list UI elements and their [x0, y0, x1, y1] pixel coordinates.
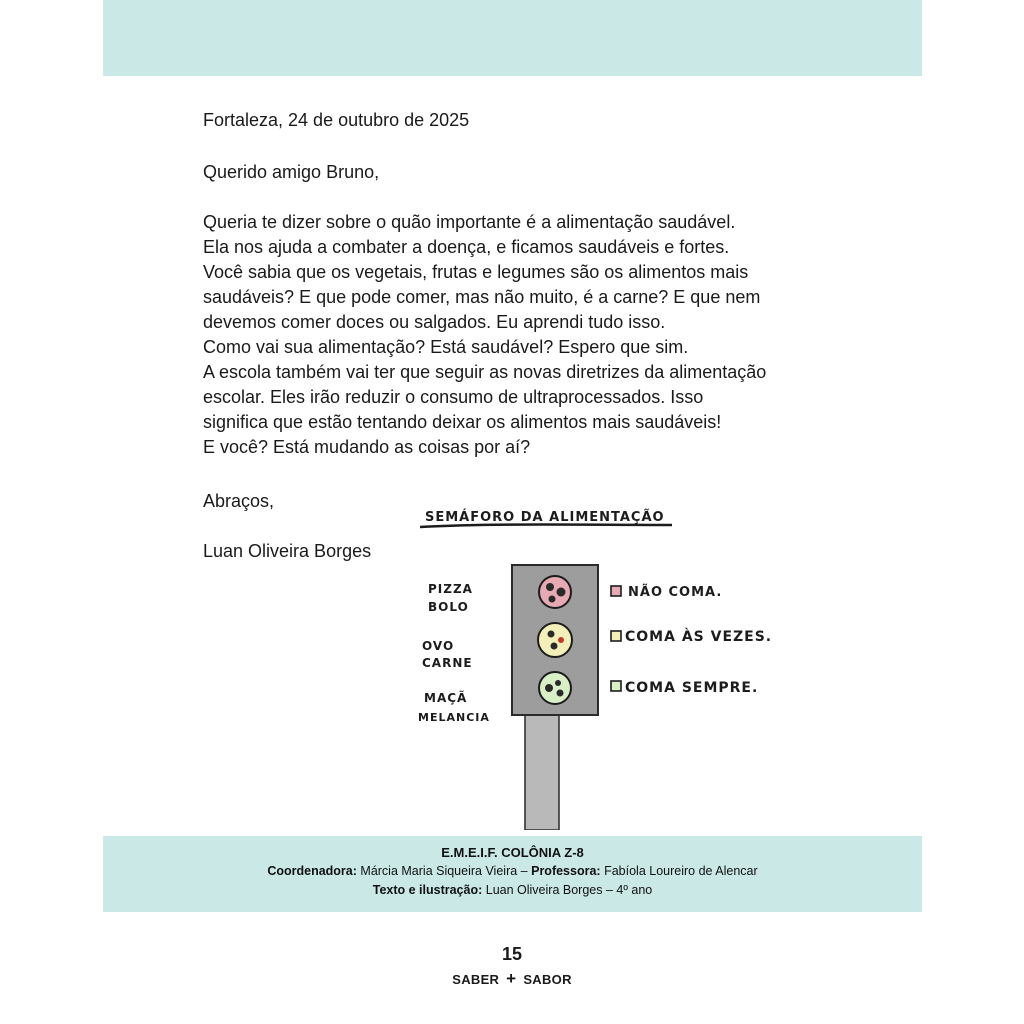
author-line [103, 881, 922, 900]
letter-body-line: escolar. Eles irão reduzir o consumo de ultraprocessados. Isso [203, 387, 704, 407]
legend-swatch-green [611, 681, 621, 691]
brand-left: SABER [452, 972, 500, 987]
separator: – [605, 883, 613, 897]
food-label-red-2: BOLO [428, 600, 469, 614]
coordinator-name: Márcia Maria Siqueira Vieira [360, 864, 518, 878]
letter-body-line: E você? Está mudando as coisas por aí? [203, 437, 531, 457]
top-color-band [103, 0, 922, 76]
page-number: 15 [501, 944, 523, 964]
legend-swatch-red [611, 586, 621, 596]
drawing-title: SEMÁFORO DA ALIMENTAÇÃO [425, 510, 665, 525]
legend-swatch-yellow [611, 631, 621, 641]
letter-body [203, 210, 843, 460]
title-underline [420, 525, 672, 528]
letter-signature: Luan Oliveira Borges [203, 541, 372, 561]
brand-footer [0, 969, 1024, 989]
letter-body-line: Queria te dizer sobre o quão importante é a alimentação saudável. [203, 212, 736, 232]
letter-body-line: significa que estão tentando deixar os alimentos mais saudáveis! [203, 412, 722, 432]
separator: – [520, 864, 528, 878]
teacher-label: Professora: [531, 864, 601, 878]
food-label-yellow-2: CARNE [422, 656, 473, 670]
school-name: E.M.E.I.F. COLÔNIA Z-8 [441, 845, 584, 860]
letter-body-line: Como vai sua alimentação? Está saudável? Espero que sim. [203, 337, 689, 357]
brand-right: SABOR [523, 972, 572, 987]
legend-label-red: NÃO COMA. [628, 585, 723, 600]
coordinator-label: Coordenadora: [267, 864, 357, 878]
author-grade: 4º ano [616, 883, 653, 897]
legend-label-green: COMA SEMPRE. [625, 680, 759, 696]
traffic-light-pole [525, 713, 559, 830]
letter-greeting: Querido amigo Bruno, [203, 162, 380, 182]
traffic-light-drawing [410, 495, 800, 830]
food-label-red-1: PIZZA [428, 582, 473, 596]
letter-body-line: Ela nos ajuda a combater a doença, e ficamos saudáveis e fortes. [203, 237, 730, 257]
brand-plus: + [506, 969, 517, 988]
staff-line [103, 862, 922, 881]
teacher-name: Fabíola Loureiro de Alencar [604, 864, 758, 878]
food-label-green-2: MELANCIA [418, 711, 490, 724]
green-light [539, 672, 571, 704]
letter-place-date: Fortaleza, 24 de outubro de 2025 [203, 110, 470, 130]
letter-body-line: A escola também vai ter que seguir as novas diretrizes da alimentação [203, 362, 767, 382]
yellow-light [538, 623, 572, 657]
food-label-green-1: MAÇÃ [424, 691, 468, 705]
credits-band [103, 836, 922, 912]
text-illustration-label: Texto e ilustração: [372, 883, 483, 897]
food-label-yellow-1: OVO [422, 639, 455, 653]
red-light [539, 576, 571, 608]
author-name: Luan Oliveira Borges [485, 883, 603, 897]
letter-body-line: saudáveis? E que pode comer, mas não muito, é a carne? E que nem [203, 287, 761, 307]
letter-body-line: Você sabia que os vegetais, frutas e legumes são os alimentos mais [203, 262, 749, 282]
letter-body-line: devemos comer doces ou salgados. Eu aprendi tudo isso. [203, 312, 666, 332]
letter-closing: Abraços, [203, 491, 275, 511]
legend-label-yellow: COMA ÀS VEZES. [625, 629, 773, 645]
